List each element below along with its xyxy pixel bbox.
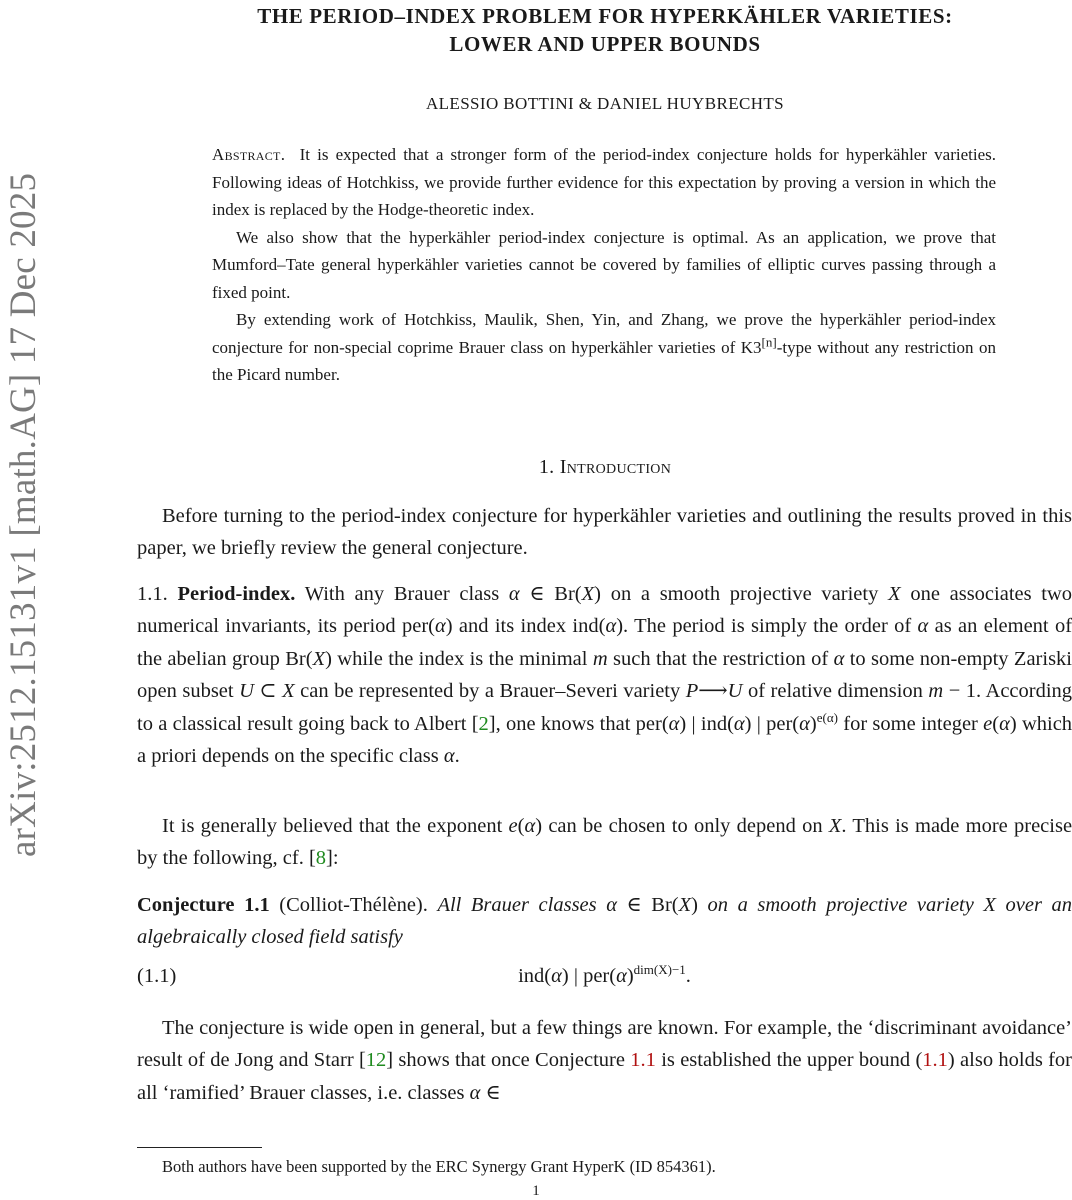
known-results-paragraph: The conjecture is wide open in general, but a few things are known. For example, the ‘discriminant avoidance’ result of de Jong and Starr [12] shows that once Conjecture 1.1 is established the upper bound (1.1) also holds for all ‘ramified’ Brauer classes, i.e. classes α ∈ — [137, 1017, 1072, 1104]
abstract-paragraph-1 — [212, 141, 996, 224]
title-line-2: LOWER AND UPPER BOUNDS — [449, 32, 761, 56]
equation-body: ind(α) | $per(\alpha)^{dim(X)-1}$. — [518, 962, 691, 987]
subsection-title: Period-index. — [177, 583, 296, 605]
abstract-text-3b: -type without any restriction on the Picard number. — [212, 337, 997, 384]
conjecture-attribution: (Colliot-Thélène). — [279, 894, 428, 916]
equation-label: (1.1) — [137, 965, 177, 987]
conjecture-statement: Conjecture 1.1 (Colliot-Thélène). All Brauer classes α ∈ Br(X) on a smooth projective variety X over an algebraically closed field satisfy — [137, 894, 1072, 949]
footnote-rule — [137, 1147, 262, 1148]
conjecture-label: Conjecture 1.1 — [137, 894, 270, 916]
abstract-text-3a: By extending work of Hotchkiss, Maulik, Shen, Yin, and Zhang, we prove the hyperkähler period-index conjecture for non-special coprime Brauer class on hyperkähler varieties of K3 — [212, 310, 996, 357]
exponent-block — [137, 810, 1072, 875]
paper-title — [138, 2, 1072, 58]
abstract-paragraph-2: We also show that the hyperkähler period-index conjecture is optimal. As an application, we prove that Mumford–Tate general hyperkähler varieties cannot be covered by families of elliptic curves passing through a fixed point. — [212, 227, 996, 302]
ref-equation-1-1[interactable]: 1.1 — [922, 1049, 948, 1072]
citation-12[interactable]: 12 — [365, 1049, 387, 1072]
period-index-paragraph: 1.1. Period-index. With any Brauer class α ∈ Br(X) on a smooth projective variety X one associates two numerical invariants, its period per(α) and its index ind(α). The period is simply the order of α as an element of the abelian group Br(X) while the index is the minimal m such that the restriction of α to some non-empty Zariski open subset U ⊂ X can be represented by a Brauer–Severi variety P⟶U of relative dimension m − 1. According to a classical result going back to Albert [2], one knows that per(α) | ind(α) | $per(\alpha)^{e(\alpha)}$ for some integer e(α) which a priori depends on the specific class α. — [137, 583, 1072, 768]
intro-paragraph: Before turning to the period-index conjecture for hyperkähler varieties and outlining the results proved in this paper, we briefly review the general conjecture. — [137, 505, 1072, 560]
abstract-text-1: It is expected that a stronger form of the period-index conjecture holds for hyperkähler varieties. Following ideas of Hotchkiss, we provide further evidence for this expectation by proving a version in which the index is replaced by the Hodge-theoretic index. — [212, 145, 997, 219]
period-index-block — [137, 578, 1072, 772]
abstract — [212, 141, 996, 389]
abstract-paragraph-3 — [212, 306, 996, 389]
section-heading — [138, 456, 1072, 479]
known-results-block — [137, 1012, 1072, 1109]
citation-8[interactable]: 8 — [315, 847, 327, 870]
equation-1-1 — [137, 962, 1072, 997]
exponent-paragraph: It is generally believed that the exponent e(α) can be chosen to only depend on X. This is made more precise by the following, cf. [8]: — [137, 815, 1072, 870]
section-number: 1. — [538, 456, 555, 478]
arxiv-stamp: arXiv:2512.15131v1 [math.AG] 17 Dec 2025 — [3, 172, 44, 858]
authors: ALESSIO BOTTINI & DANIEL HUYBRECHTS — [425, 94, 785, 113]
page-number: 1 — [532, 1183, 540, 1199]
ref-conjecture-1-1[interactable]: 1.1 — [630, 1049, 656, 1072]
section-title: Introduction — [559, 456, 672, 478]
subsection-number: 1.1. — [137, 583, 168, 605]
citation-albert[interactable]: 2 — [478, 712, 489, 735]
footnote: Both authors have been supported by the ERC Synergy Grant HyperK (ID 854361). — [162, 1157, 716, 1176]
conjecture-block — [137, 889, 1072, 954]
intro-block — [137, 500, 1072, 565]
abstract-superscript: [n] — [761, 333, 777, 349]
abstract-label: Abstract. — [212, 145, 286, 164]
title-line-1: THE PERIOD–INDEX PROBLEM FOR HYPERKÄHLER VARIETIES: — [257, 4, 953, 28]
